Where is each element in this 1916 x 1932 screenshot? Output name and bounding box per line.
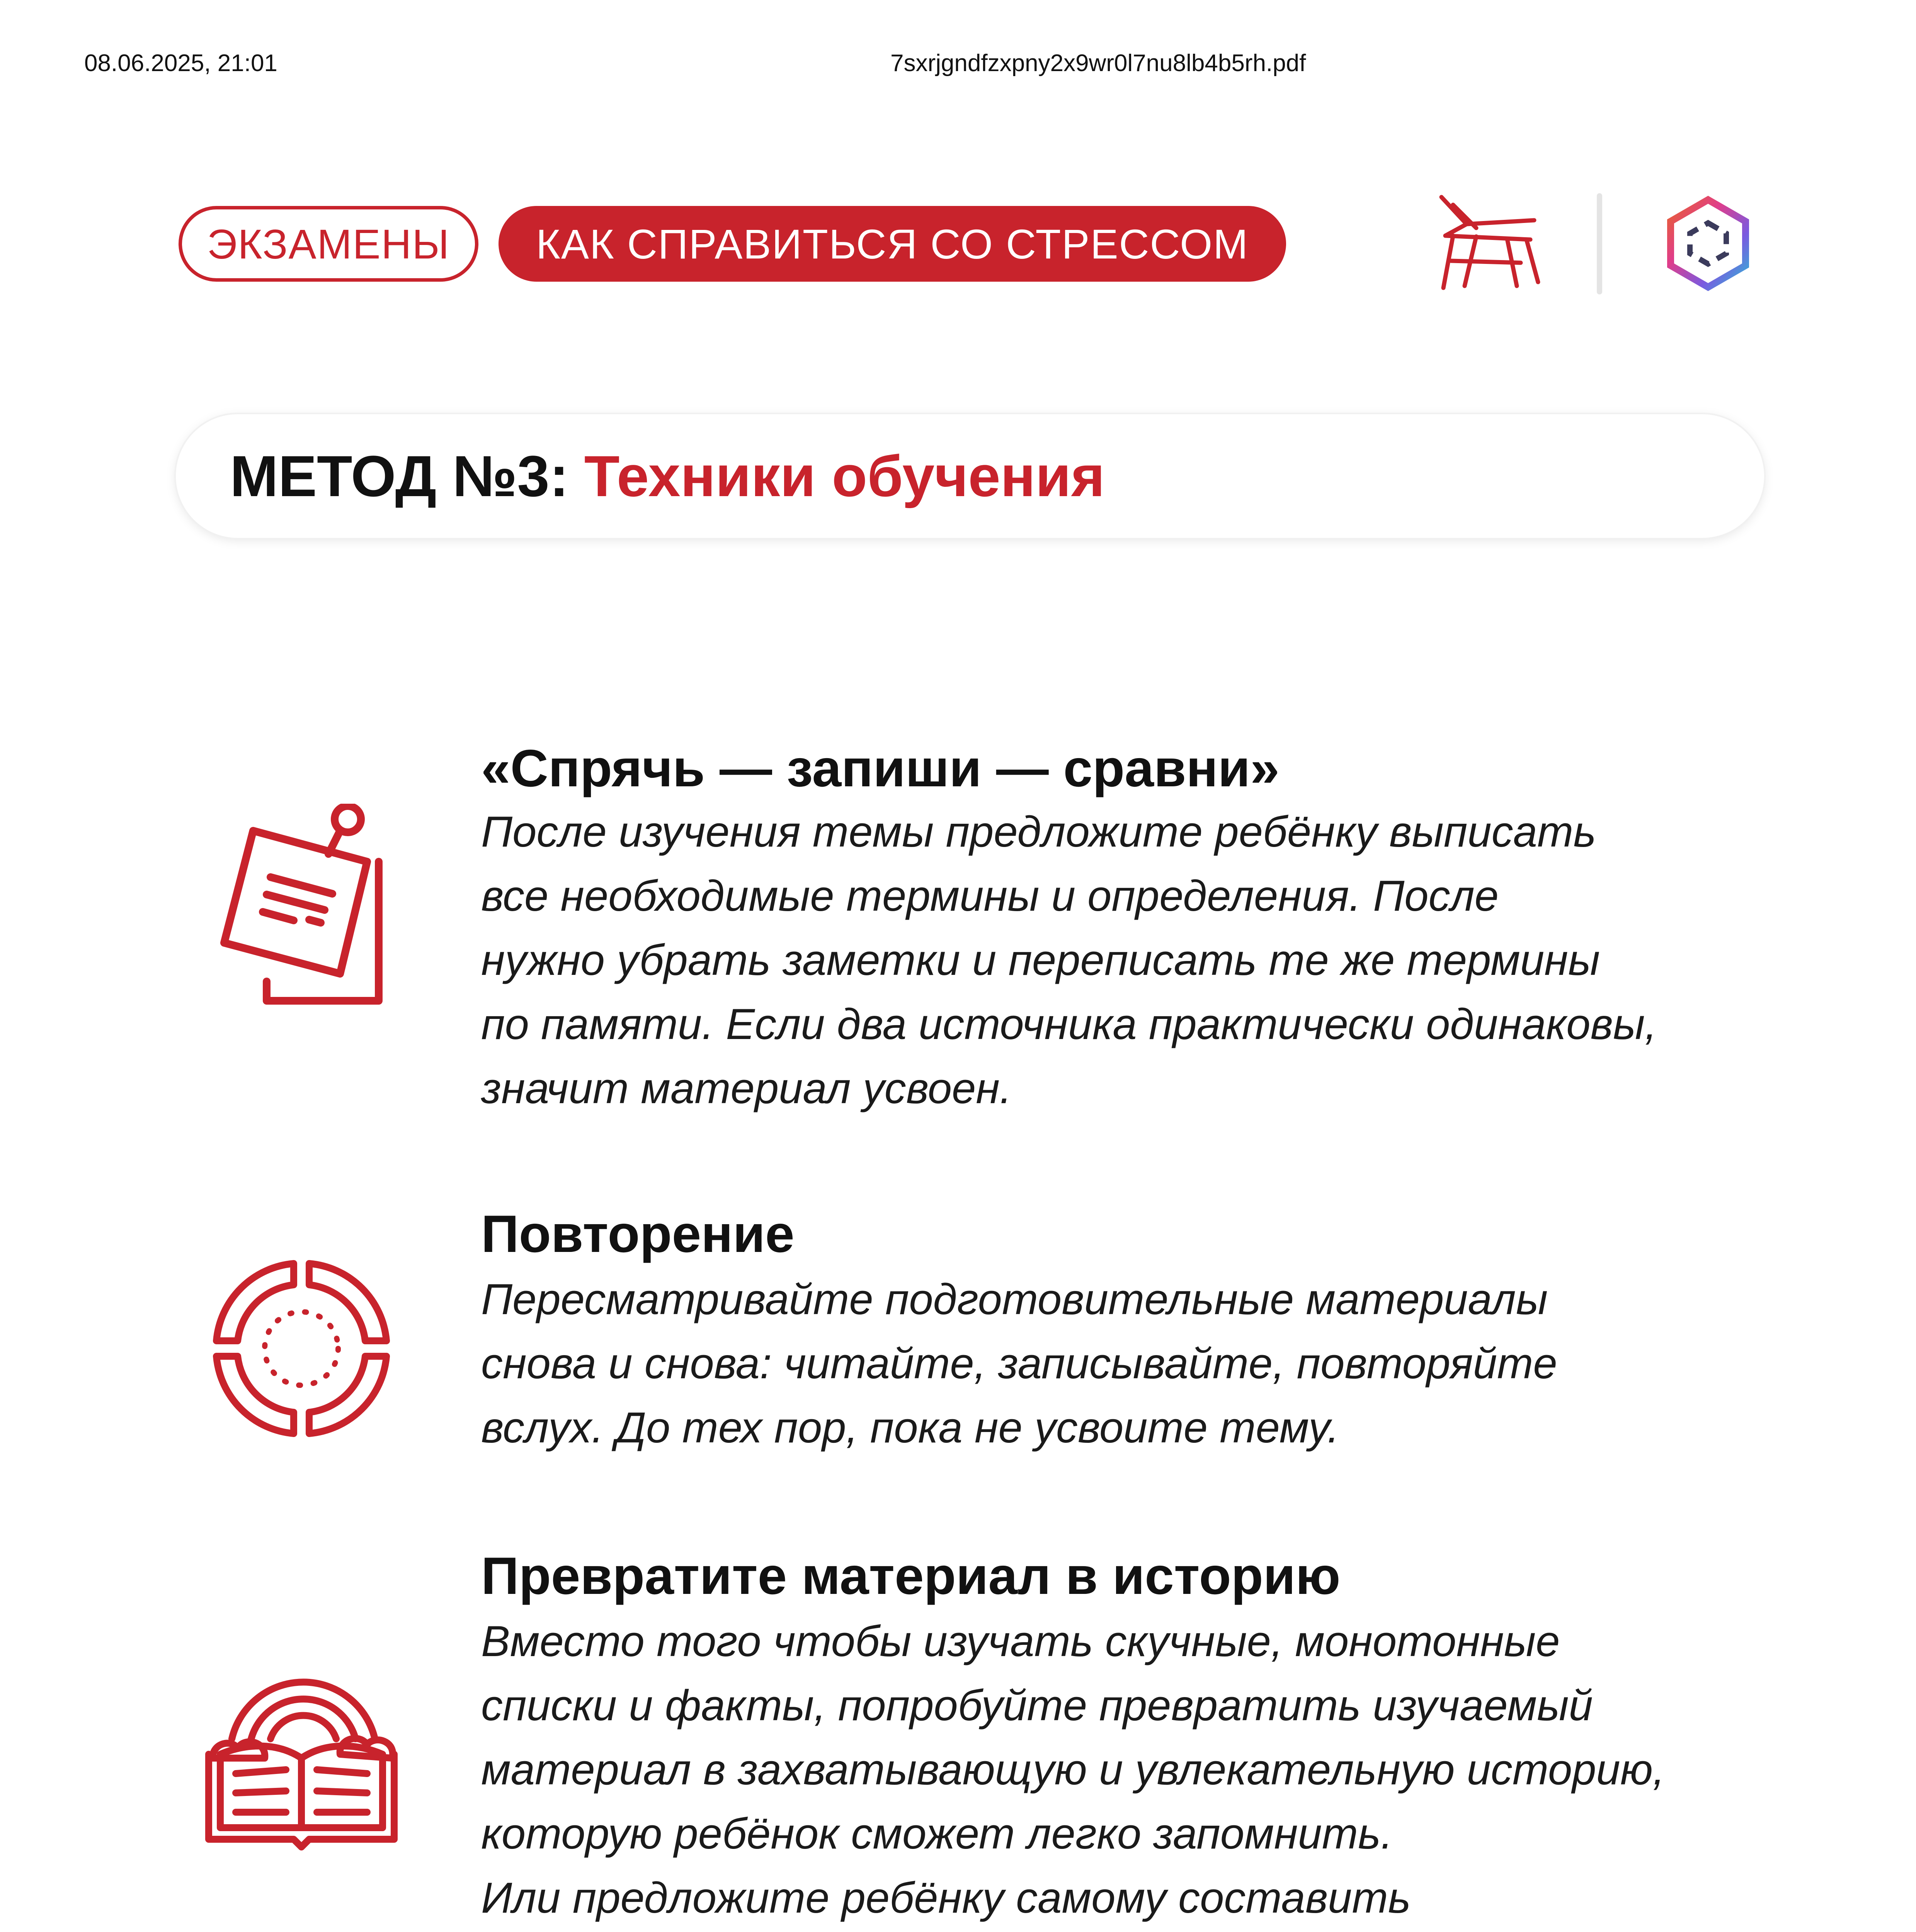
method-label: МЕТОД №3: <box>230 443 569 509</box>
section-body: Вместо того чтобы изучать скучные, монотонные списки и факты, попробуйте превратить изучаемый материал в захватывающую и увлекательную историю, которую ребёнок сможет легко запомнить. Или предложите ребёнку самому составить <box>481 1617 1665 1922</box>
chair-logo-icon <box>1430 193 1546 294</box>
method-title: Техники обучения <box>584 443 1105 509</box>
section-body: После изучения темы предложите ребёнку выписать все необходимые термины и определения. После нужно убрать заметки и переписать те же термины по памяти. Если два источника практически одинаковы, значит материал усвоен. <box>481 808 1657 1112</box>
storybook-icon <box>201 1642 402 1859</box>
section-title: Превратите материал в историю <box>481 1546 1341 1605</box>
cycle-arrows-icon <box>201 1248 402 1449</box>
print-filename: 7sxrjgndfzxpny2x9wr0l7nu8lb4b5rh.pdf <box>890 50 1306 77</box>
hexagon-logo-icon <box>1660 195 1756 292</box>
section-title: «Спрячь — запиши — сравни» <box>481 739 1280 798</box>
section-title: Повторение <box>481 1204 795 1263</box>
tag-exams: ЭКЗАМЕНЫ <box>179 206 478 282</box>
sticky-note-icon <box>216 804 390 1012</box>
method-heading <box>176 414 1764 538</box>
print-datetime: 08.06.2025, 21:01 <box>84 50 277 77</box>
section-body: Пересматривайте подготовительные материалы снова и снова: читайте, записывайте, повторяйте вслух. До тех пор, пока не усвоите тему. <box>481 1275 1557 1452</box>
tag-stress: КАК СПРАВИТЬСЯ СО СТРЕССОМ <box>499 206 1286 282</box>
logo-divider <box>1597 193 1602 294</box>
